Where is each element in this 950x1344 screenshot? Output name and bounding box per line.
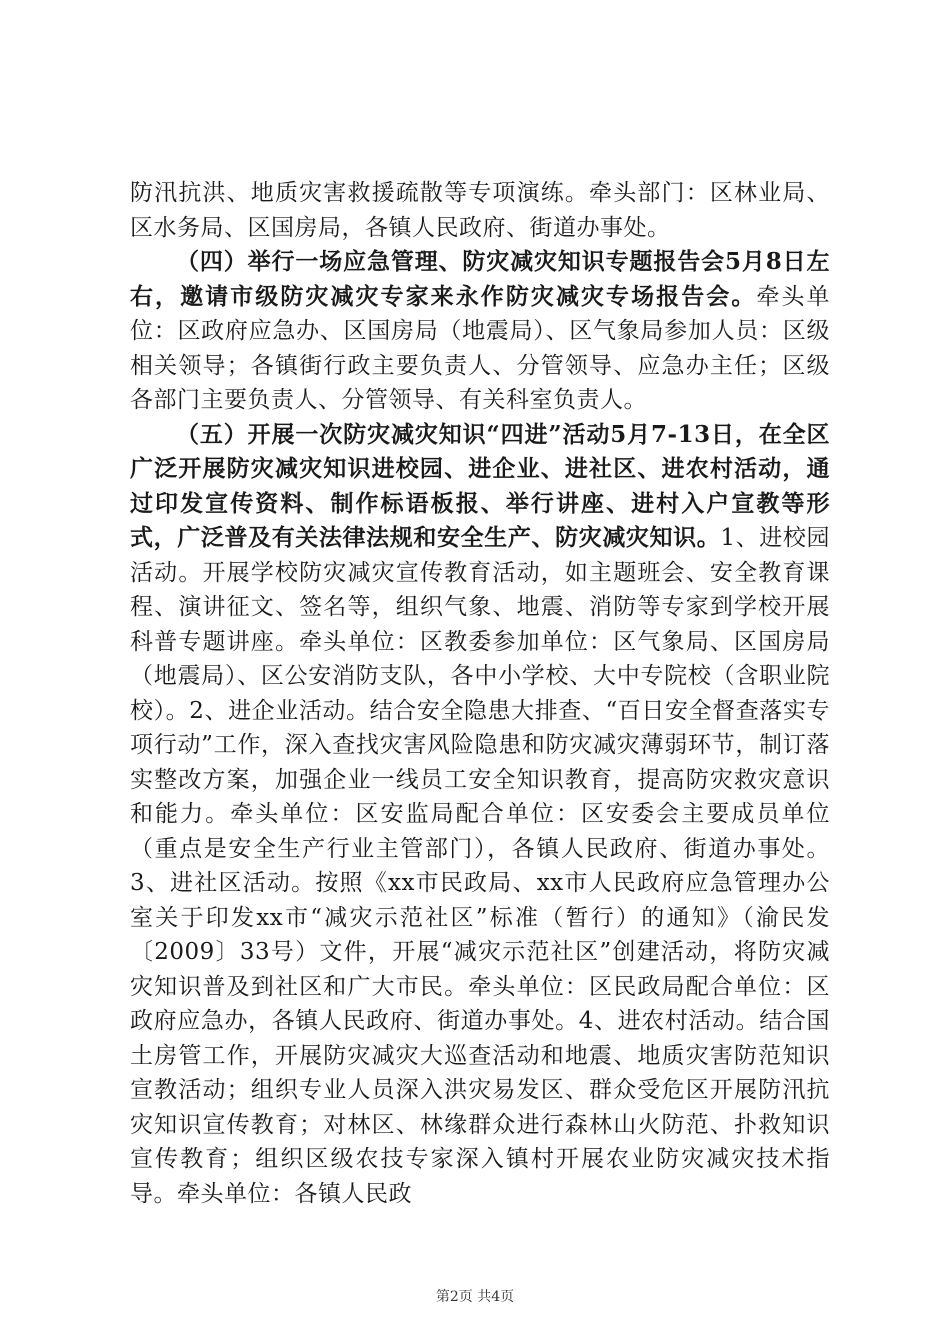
page-number-label: 第2页 共4页	[435, 1289, 515, 1305]
section-five-heading: （五）开展一次防灾减灾知识“四进”活动5月7-13日，在全区广泛开展防灾减灾知识进校园、进企业、进社区、进农村活动，通过印发宣传资料、制作标语板报、举行讲座、进村入户宣教等形式，广泛普及有关法律法规和安全生产、防灾减灾知识。	[130, 420, 830, 551]
section-four-body: 牵头单位：区政府应急办、区国房局（地震局）、区气象局参加人员：区级相关领导；各镇街行政主要负责人、分管领导、应急办主任；区级各部门主要负责人、分管领导、有关科室负责人。	[130, 283, 831, 413]
paragraph-drill-continuation	[130, 176, 830, 245]
section-four-heading: （四）举行一场应急管理、防灾减灾知识专题报告会5月8日左右，邀请市级防灾减灾专家来永作防灾减灾专场报告会。	[130, 248, 830, 310]
paragraph-section-five	[130, 418, 830, 1212]
section-five-body: 1、进校园活动。开展学校防灾减灾宣传教育活动，如主题班会、安全教育课程、演讲征文、签名等，组织气象、地震、消防等专家到学校开展科普专题讲座。牵头单位：区教委参加单位：区气象局、区国房局（地震局）、区公安消防支队，各中小学校、大中专院校（含职业院校）。2、进企业活动。结合安全隐患大排查、“百日安全督查落实专项行动”工作，深入查找灾害风险隐患和防灾减灾薄弱环节，制订落实整改方案，加强企业一线员工安全知识教育，提高防灾救灾意识和能力。牵头单位：区安监局配合单位：区安委会主要成员单位（重点是安全生产行业主管部门），各镇人民政府、街道办事处。3、进社区活动。按照《xx市民政局、xx市人民政府应急管理办公室关于印发xx市“减灾示范社区”标准（暂行）的通知》（渝民发〔2009〕33号）文件，开展“减灾示范社区”创建活动，将防灾减灾知识普及到社区和广大市民。牵头单位：区民政局配合单位：区政府应急办，各镇人民政府、街道办事处。4、进农村活动。结合国土房管工作，开展防灾减灾大巡查活动和地震、地质灾害防范知识宣教活动；组织专业人员深入洪灾易发区、群众受危区开展防汛抗灾知识宣传教育；对林区、林缘群众进行森林山火防范、扑救知识宣传教育；组织区级农技专家深入镇村开展农业防灾减灾技术指导。牵头单位：各镇人民政	[130, 525, 831, 1207]
page-footer	[0, 1286, 950, 1306]
document-body	[130, 176, 830, 1211]
paragraph-text: 防汛抗洪、地质灾害救援疏散等专项演练。牵头部门：区林业局、区水务局、区国房局，各镇人民政府、街道办事处。	[130, 180, 830, 241]
paragraph-section-four	[130, 245, 830, 418]
